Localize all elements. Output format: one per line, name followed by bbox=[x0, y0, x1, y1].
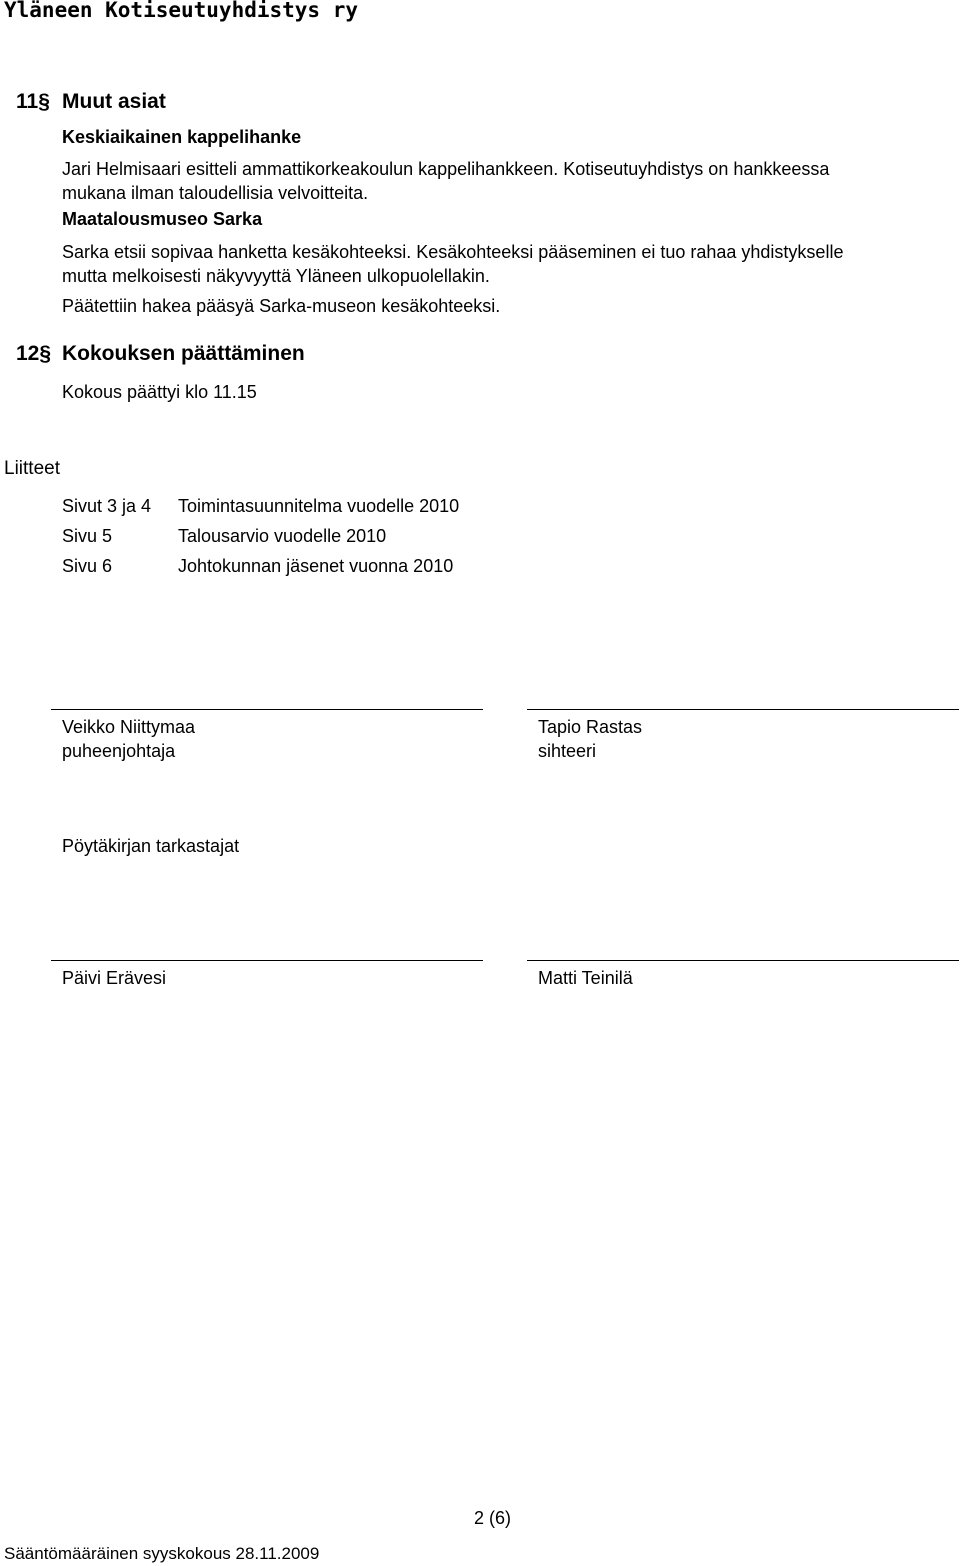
checker-2-name: Matti Teinilä bbox=[538, 968, 633, 988]
secretary-name: Tapio Rastas bbox=[538, 717, 643, 737]
checker-1-name: Päivi Erävesi bbox=[62, 968, 167, 988]
minutes-checkers-label: Pöytäkirjan tarkastajat bbox=[62, 836, 240, 856]
attachment-title: Toimintasuunnitelma vuodelle 2010 bbox=[178, 496, 460, 516]
paragraph-line: Kokous päättyi klo 11.15 bbox=[62, 382, 257, 402]
section-12-heading bbox=[0, 342, 960, 370]
paragraph-line: Sarka etsii sopivaa hanketta kesäkohteeksi. Kesäkohteeksi pääseminen ei tuo rahaa yhdistykselle bbox=[62, 242, 844, 262]
paragraph-line: mutta melkoisesti näkyvyyttä Yläneen ulkopuolellakin. bbox=[62, 266, 490, 286]
subheading-kappelihanke: Keskiaikainen kappelihanke bbox=[62, 127, 302, 147]
attachment-title: Talousarvio vuodelle 2010 bbox=[178, 526, 387, 546]
attachment-page: Sivut 3 ja 4 bbox=[62, 496, 152, 516]
signature-line-chair bbox=[51, 709, 483, 710]
section-number: 11§ bbox=[16, 90, 50, 113]
footer-document-title: Sääntömääräinen syyskokous 28.11.2009 bbox=[4, 1544, 320, 1563]
attachment-title: Johtokunnan jäsenet vuonna 2010 bbox=[178, 556, 454, 576]
secretary-role: sihteeri bbox=[538, 741, 597, 761]
document-header-title: Yläneen Kotiseutuyhdistys ry bbox=[4, 0, 359, 22]
chair-role: puheenjohtaja bbox=[62, 741, 176, 761]
signature-line-checker-2 bbox=[527, 960, 959, 961]
section-number: 12§ bbox=[16, 342, 52, 365]
signature-line-secretary bbox=[527, 709, 959, 710]
section-title: Muut asiat bbox=[62, 90, 166, 113]
subheading-sarka: Maatalousmuseo Sarka bbox=[62, 209, 263, 229]
attachments-label: Liitteet bbox=[4, 458, 60, 479]
chair-name: Veikko Niittymaa bbox=[62, 717, 196, 737]
signature-line-checker-1 bbox=[51, 960, 483, 961]
paragraph-line: Jari Helmisaari esitteli ammattikorkeakoulun kappelihankkeen. Kotiseutuyhdistys on hankkeessa bbox=[62, 159, 830, 179]
attachment-page: Sivu 5 bbox=[62, 526, 113, 546]
paragraph-line: Päätettiin hakea pääsyä Sarka-museon kesäkohteeksi. bbox=[62, 296, 501, 316]
attachment-page: Sivu 6 bbox=[62, 556, 113, 576]
section-title: Kokouksen päättäminen bbox=[62, 342, 305, 365]
page-number: 2 (6) bbox=[474, 1508, 512, 1528]
section-11-heading bbox=[0, 90, 960, 118]
paragraph-line: mukana ilman taloudellisia velvoitteita. bbox=[62, 183, 369, 203]
